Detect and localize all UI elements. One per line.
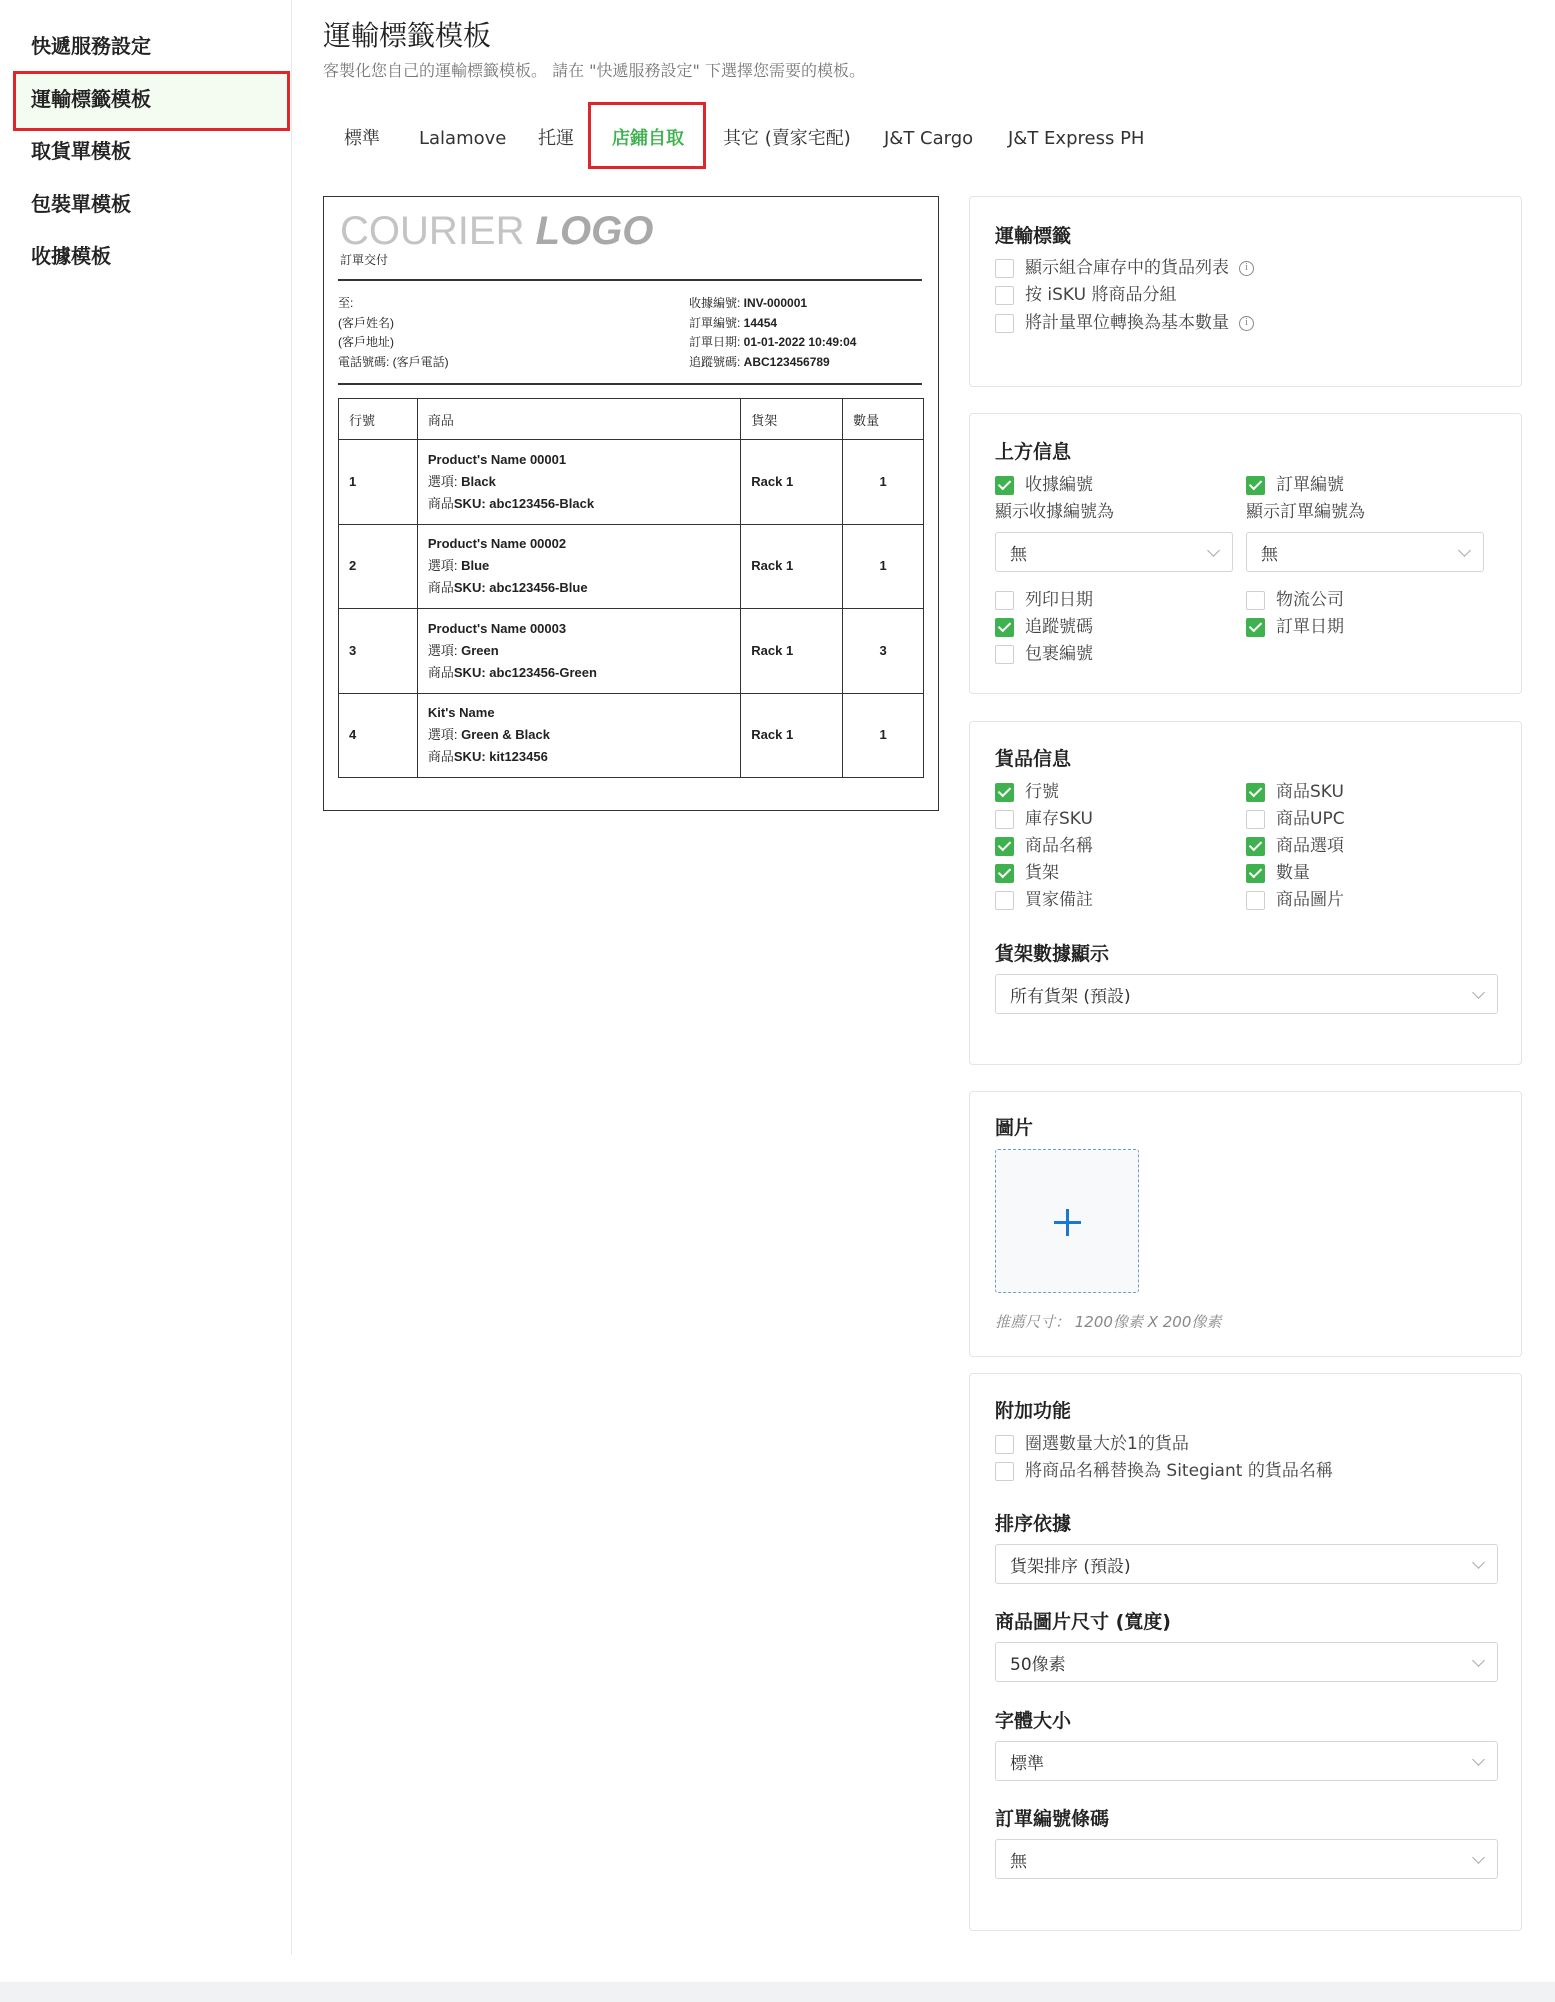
shipping-label-panel [969,196,1522,387]
checkbox[interactable] [1246,837,1265,856]
option-label: 商品名稱 [1025,836,1093,856]
cell-product [417,693,740,778]
cell-qty: 1 [843,440,924,525]
table-row [339,524,924,609]
cell-product [417,524,740,609]
chevron-down-icon [1207,544,1220,557]
cell-qty: 1 [843,524,924,609]
meta-label: 訂單編號: [689,315,744,330]
meta-value: 14454 [743,315,778,330]
meta-line [689,353,856,373]
option-label: 商品SKU [1276,782,1344,802]
product-name: Product's Name 00003 [427,620,567,636]
option-order-date[interactable] [1246,616,1344,638]
product-image-size-select[interactable] [995,1642,1498,1682]
show-order-as-label: 顯示訂單編號為 [1246,502,1365,522]
rack-display-select[interactable] [995,974,1498,1014]
cell-rack: Rack 1 [741,609,843,694]
option-circle-qty-over-1[interactable] [995,1433,1189,1455]
checkbox[interactable] [995,645,1014,664]
chevron-down-icon [1472,1556,1485,1569]
meta-label: 收據編號: [689,296,744,310]
option-value: Green [461,642,499,658]
option-label: 顯示組合庫存中的貨品列表 [1025,258,1229,278]
option-product-sku[interactable] [1246,781,1344,803]
option-quantity[interactable] [1246,862,1310,884]
option-label: 選項: [427,727,462,743]
cell-rack: Rack 1 [741,524,843,609]
option-label: 商品選項 [1276,836,1344,856]
option-tracking-no[interactable] [995,616,1093,638]
divider [338,279,922,281]
sort-by-select[interactable] [995,1544,1498,1584]
tab-jt-cargo[interactable]: J&T Cargo [884,128,974,149]
tab-lalamove[interactable]: Lalamove [419,128,507,149]
tab-other-seller-delivery[interactable]: 其它 (賣家宅配) [723,128,851,149]
show-receipt-as-label: 顯示收據編號為 [995,502,1114,522]
info-icon[interactable]: i [1239,261,1254,276]
table-header-row [339,399,924,440]
divider [338,383,922,385]
image-upload-dropzone[interactable] [995,1149,1139,1293]
items-table [338,398,924,778]
table-row [339,440,924,525]
col-header-qty: 數量 [843,399,924,440]
option-label: 行號 [1025,782,1059,802]
option-replace-product-name[interactable] [995,1460,1333,1482]
cell-product [417,609,740,694]
recipient-line: 電話號碼: (客戶電話) [338,354,449,369]
option-label: 將計量單位轉換為基本數量 [1025,313,1229,333]
cell-line-no: 4 [339,693,418,778]
sku-value: SKU: abc123456-Black [453,495,595,511]
option-inventory-sku[interactable] [995,808,1093,830]
option-label: 商品UPC [1276,809,1345,829]
goods-info-panel [969,721,1522,1065]
option-group-by-isku[interactable] [995,284,1176,306]
checkbox[interactable] [1246,591,1265,610]
option-label: 物流公司 [1276,590,1344,610]
option-rack[interactable] [995,862,1059,884]
image-panel [969,1091,1522,1357]
col-header-line-no: 行號 [339,399,418,440]
table-row [339,609,924,694]
product-name: Kit's Name [427,705,495,721]
cell-qty: 3 [843,609,924,694]
option-label: 庫存SKU [1025,809,1093,829]
recipient-line: (客戶地址) [338,335,394,349]
extra-features-panel [969,1373,1522,1931]
option-product-image[interactable] [1246,889,1344,911]
option-label: 貨架 [1025,863,1059,883]
select-value: 無 [1010,1851,1027,1872]
sidebar-item-courier-settings[interactable]: 快遞服務設定 [31,34,151,58]
meta-value: INV-000001 [743,296,808,310]
select-value: 標準 [1010,1753,1044,1774]
option-value: Black [461,473,496,489]
checkbox[interactable] [995,1462,1014,1481]
meta-label: 訂單日期: [689,335,744,349]
checkbox[interactable] [995,591,1014,610]
chevron-down-icon [1472,1851,1485,1864]
checkbox[interactable] [995,891,1014,910]
chevron-down-icon [1472,1753,1485,1766]
option-label: 買家備註 [1025,890,1093,910]
sku-value: SKU: abc123456-Blue [453,580,588,596]
logo-text-bold: LOGO [535,209,654,253]
sidebar-item-packing-list-template[interactable]: 包裝單模板 [31,192,131,216]
option-line-no[interactable] [995,781,1059,803]
checkbox[interactable] [995,783,1014,802]
sku-label: 商品 [427,580,454,596]
checkbox[interactable] [1246,891,1265,910]
meta-line [689,333,856,353]
recipient-block [338,294,449,372]
recipient-line: 至: [338,296,354,310]
tab-consignment[interactable]: 托運 [538,128,574,149]
checkbox[interactable] [1246,618,1265,637]
option-value: Green & Black [461,727,550,743]
sidebar-item-receipt-template[interactable]: 收據模板 [31,244,111,268]
option-label: 數量 [1276,863,1310,883]
option-convert-uom[interactable] [995,312,1254,334]
receipt-no-format-select[interactable] [995,532,1233,572]
checkbox[interactable] [1246,476,1265,495]
option-label: 選項: [427,642,462,658]
option-show-kit-items[interactable] [995,257,1254,279]
top-info-panel [969,413,1522,694]
checkbox[interactable] [995,618,1014,637]
product-name: Product's Name 00002 [427,536,567,552]
table-row [339,693,924,778]
sku-label: 商品 [427,495,454,511]
courier-logo [340,209,653,253]
option-label: 商品圖片 [1276,890,1344,910]
panel-title: 圖片 [995,1117,1034,1139]
checkbox[interactable] [995,286,1014,305]
bottom-bar [0,1982,1555,2002]
chevron-down-icon [1472,1654,1485,1667]
checkbox[interactable] [995,1435,1014,1454]
col-header-rack: 貨架 [741,399,843,440]
rack-display-title: 貨架數據顯示 [995,943,1110,965]
option-label: 追蹤號碼 [1025,617,1093,637]
option-buyer-note[interactable] [995,889,1093,911]
option-label: 訂單編號 [1276,475,1344,495]
option-label: 圈選數量大於1的貨品 [1025,1434,1189,1454]
font-size-select[interactable] [995,1741,1498,1781]
meta-line [689,314,856,334]
checkbox[interactable] [1246,810,1265,829]
option-order-no[interactable] [1246,474,1344,496]
order-meta-block [689,294,856,372]
meta-line [689,294,856,314]
page-title: 運輸標籤模板 [323,19,492,52]
checkbox[interactable] [995,476,1014,495]
sku-label: 商品 [427,664,454,680]
option-value: Blue [461,558,490,574]
tab-jt-express-ph[interactable]: J&T Express PH [1008,128,1145,149]
sidebar [0,0,292,1955]
select-value: 無 [1261,544,1278,565]
order-no-format-select[interactable] [1246,532,1484,572]
meta-label: 追蹤號碼: [689,354,744,369]
select-value: 50像素 [1010,1654,1066,1675]
panel-title: 上方信息 [995,441,1072,463]
label-preview [323,196,939,811]
plus-icon-vertical [1066,1209,1069,1236]
sort-by-title: 排序依據 [995,1513,1072,1535]
checkbox[interactable] [995,314,1014,333]
option-label: 收據編號 [1025,475,1093,495]
chevron-down-icon [1472,986,1485,999]
option-product-variant[interactable] [1246,835,1344,857]
meta-value: 01-01-2022 10:49:04 [743,335,857,349]
logo-subtitle: 訂單交付 [340,253,389,267]
option-label: 訂單日期 [1276,617,1344,637]
select-value: 所有貨架 (預設) [1010,986,1131,1007]
sku-value: SKU: abc123456-Green [453,664,597,680]
tab-standard[interactable]: 標準 [344,128,380,149]
cell-product [417,440,740,525]
option-receipt-no[interactable] [995,474,1093,496]
option-print-date[interactable] [995,589,1093,611]
cell-rack: Rack 1 [741,693,843,778]
recommended-size-hint: 推薦尺寸： 1200像素 X 200像素 [995,1313,1222,1331]
option-label: 按 iSKU 將商品分組 [1025,285,1177,305]
panel-title: 運輸標籤 [995,225,1072,247]
sku-value: SKU: kit123456 [453,749,548,765]
font-size-title: 字體大小 [995,1710,1072,1732]
info-icon[interactable]: i [1239,316,1254,331]
cell-qty: 1 [843,693,924,778]
col-header-product: 商品 [417,399,740,440]
option-label: 將商品名稱替換為 Sitegiant 的貨品名稱 [1025,1461,1333,1481]
order-barcode-title: 訂單編號條碼 [995,1808,1110,1830]
option-label: 列印日期 [1025,590,1093,610]
checkbox[interactable] [1246,783,1265,802]
cell-line-no: 3 [339,609,418,694]
option-courier[interactable] [1246,589,1344,611]
checkbox[interactable] [995,810,1014,829]
checkbox[interactable] [995,837,1014,856]
page-subtitle: 客製化您自己的運輸標籤模板。 請在 "快遞服務設定" 下選擇您需要的模板。 [323,61,865,80]
checkbox[interactable] [1246,864,1265,883]
tab-store-pickup[interactable]: 店鋪自取 [612,128,684,149]
panel-title: 附加功能 [995,1400,1072,1422]
product-image-size-title: 商品圖片尺寸 (寬度) [995,1611,1171,1633]
option-label: 選項: [427,473,462,489]
select-value: 無 [1010,544,1027,565]
product-name: Product's Name 00001 [427,451,567,467]
order-barcode-select[interactable] [995,1839,1498,1879]
checkbox[interactable] [995,259,1014,278]
sku-label: 商品 [427,749,454,765]
option-parcel-no[interactable] [995,643,1093,665]
sidebar-item-shipping-label-template[interactable]: 運輸標籤模板 [31,87,151,111]
checkbox[interactable] [995,864,1014,883]
cell-line-no: 1 [339,440,418,525]
option-label: 包裹編號 [1025,644,1093,664]
sidebar-item-pick-list-template[interactable]: 取貨單模板 [31,139,131,163]
option-product-upc[interactable] [1246,808,1345,830]
logo-text-light: COURIER [340,209,525,253]
panel-title: 貨品信息 [995,748,1072,770]
option-product-name[interactable] [995,835,1093,857]
select-value: 貨架排序 (預設) [1010,1556,1131,1577]
option-label: 選項: [427,558,462,574]
cell-line-no: 2 [339,524,418,609]
recipient-line: (客戶姓名) [338,315,394,330]
cell-rack: Rack 1 [741,440,843,525]
meta-value: ABC123456789 [743,354,830,369]
chevron-down-icon [1458,544,1471,557]
